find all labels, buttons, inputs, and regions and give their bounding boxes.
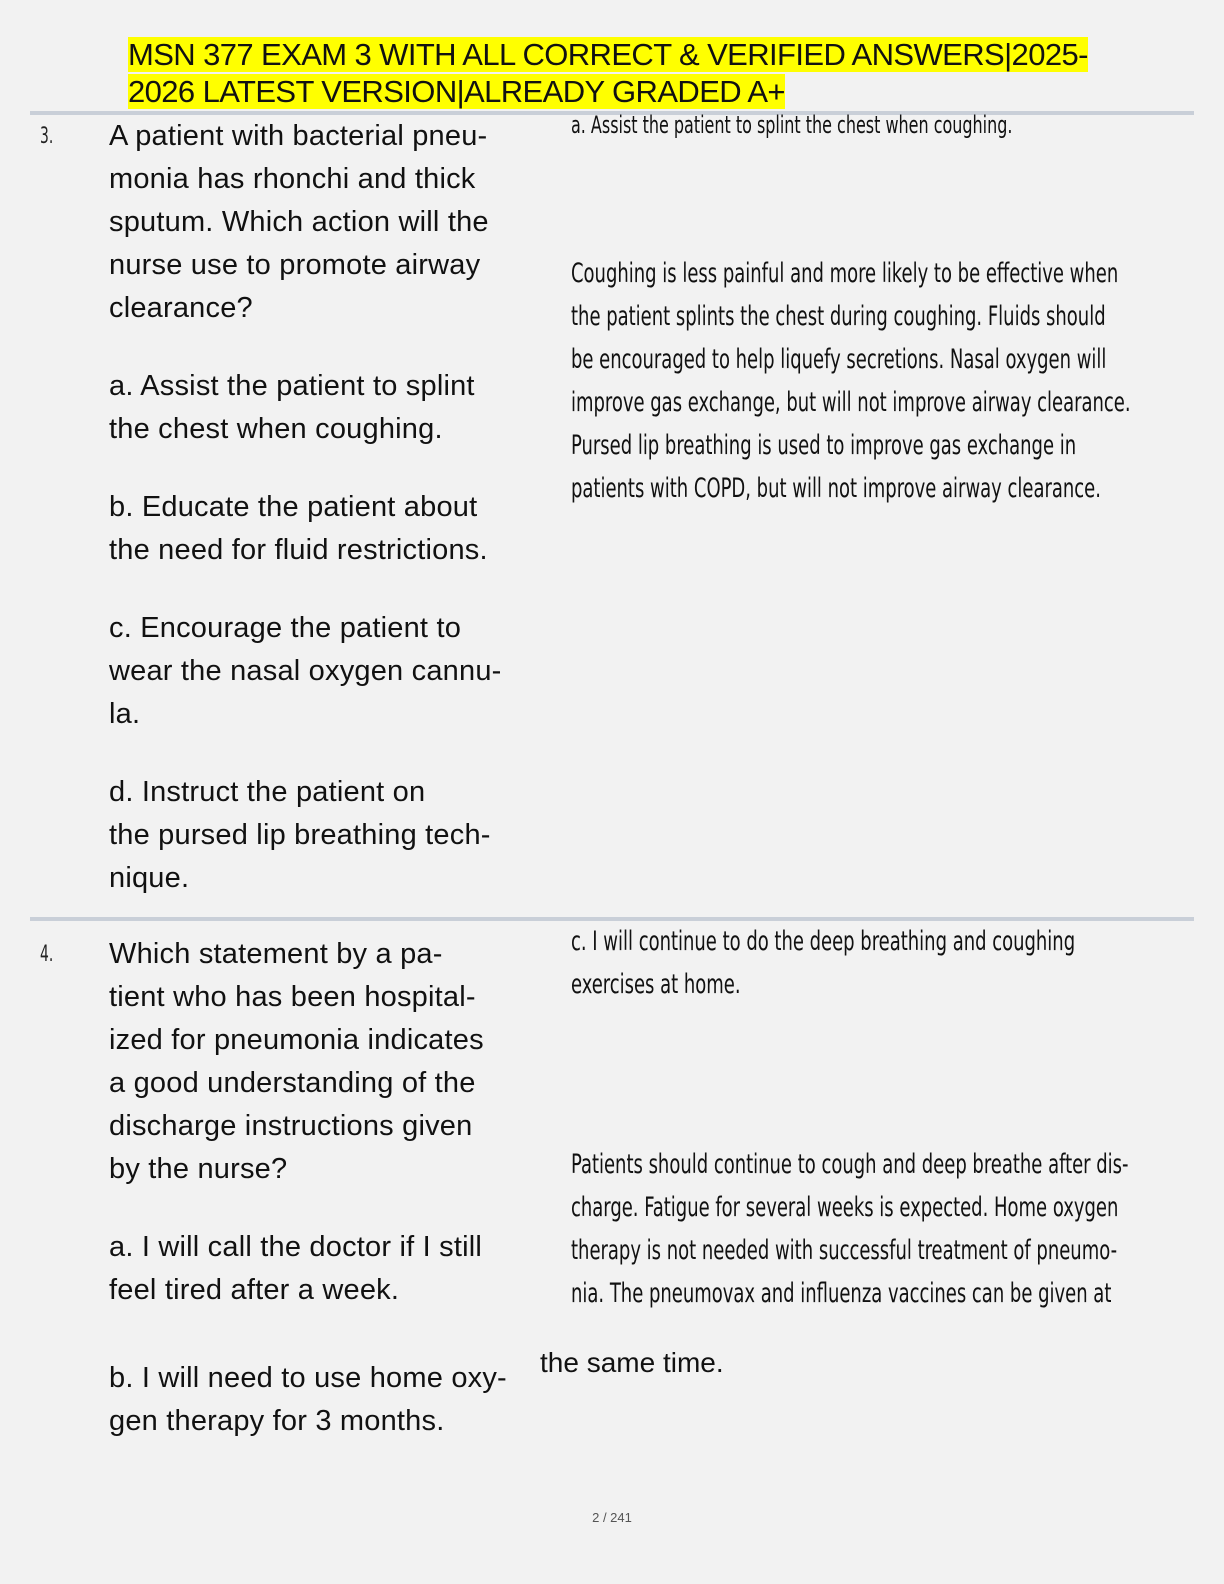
question-3 [109,115,549,900]
option-a: a. Assist the patient to splint the chest when coughing. [109,370,475,445]
question-number: 4. [40,942,54,967]
answer-4 [571,920,1163,1006]
question-stem: A patient with bacterial pneu- monia has rhonchi and thick sputum. Which action will the nurse use to promote airway clearance? [109,120,489,324]
option-c: c. Encourage the patient to wear the nasal oxygen cannu- la. [109,612,502,730]
option-d: d. Instruct the patient on the pursed lip breathing tech- nique. [109,776,491,894]
correct-answer: a. Assist the patient to splint the chest when coughing. [571,111,1013,139]
question-number: 3. [40,124,54,149]
rationale: Patients should continue to cough and deep breathe after dis- charge. Fatigue for several weeks is expected. Home oxygen therapy is not needed with successful treatment of pneumo- nia. The pneumovax and influenza vaccines can be given at [571,1149,1129,1309]
question-4 [109,933,549,1443]
title-line-2: 2026 LATEST VERSION|ALREADY GRADED A+ [128,74,785,109]
option-b: b. Educate the patient about the need for fluid restrictions. [109,491,488,566]
rationale: Coughing is less painful and more likely to be effective when the patient splints the chest during coughing. Fluids should be encouraged to help liquefy secretions. Nasal oxygen will improve gas exchange, but will not improve airway clearance. Pursed lip breathing is used to improve gas exchange in patients with COPD, but will not improve airway clearance. [571,258,1131,504]
option-b: b. I will need to use home oxy- gen therapy for 3 months. [109,1362,507,1437]
rationale-3 [571,252,1163,510]
title-line-1: MSN 377 EXAM 3 WITH ALL CORRECT & VERIFIED ANSWERS|2025- [128,37,1088,72]
rationale-4 [571,1143,1163,1315]
option-a: a. I will call the doctor if I still feel tired after a week. [109,1231,483,1306]
document-title [128,36,1148,110]
rationale-tail: the same time. [540,1347,724,1378]
page-number: 2 / 241 [592,1510,632,1525]
question-stem: Which statement by a pa- tient who has been hospital- ized for pneumonia indicates a good understanding of the discharge instructions given by the nurse? [109,938,484,1185]
answer-3 [571,110,1163,140]
correct-answer: c. I will continue to do the deep breathing and coughing exercises at home. [571,926,1076,1000]
